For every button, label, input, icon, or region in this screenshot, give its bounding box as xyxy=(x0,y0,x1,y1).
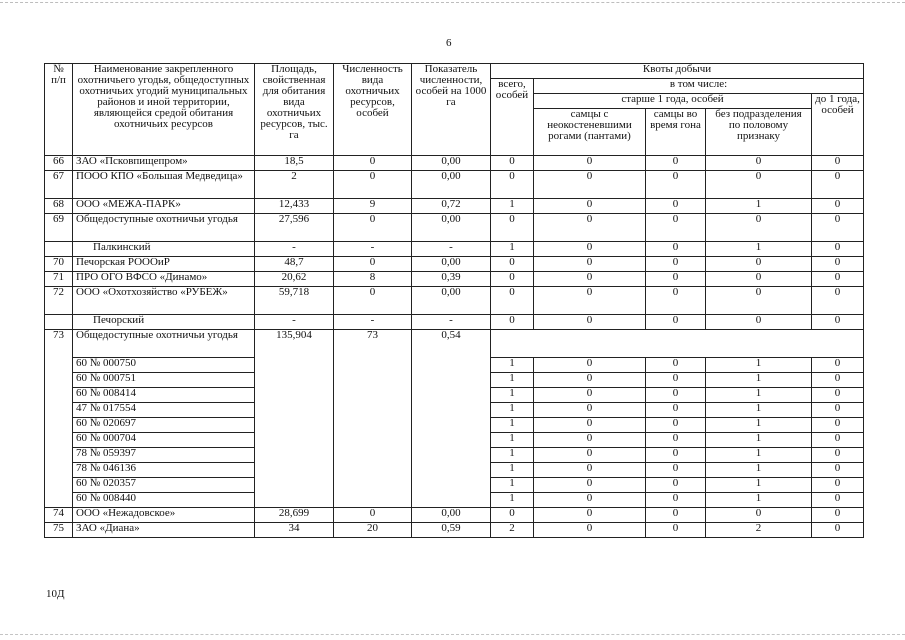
cell-males-antlers: 0 xyxy=(534,388,646,403)
cell-name: ООО «Нежадовское» xyxy=(73,508,255,523)
cell-males-antlers: 0 xyxy=(534,358,646,373)
cell-total: 1 xyxy=(491,199,534,214)
cell-area: 34 xyxy=(255,523,334,538)
cell-count: - xyxy=(334,242,412,257)
cell-under1: 0 xyxy=(812,463,864,478)
cell-under1: 0 xyxy=(812,287,864,315)
cell-area: 18,5 xyxy=(255,156,334,171)
cell-total: 1 xyxy=(491,403,534,418)
cell-males-antlers: 0 xyxy=(534,287,646,315)
header-including: в том числе: xyxy=(534,79,864,94)
cell-name: ЗАО «Псковпищепром» xyxy=(73,156,255,171)
cell-density: 0,00 xyxy=(412,508,491,523)
permit-number: 78 № 059397 xyxy=(73,448,255,463)
header-name: Наименование закрепленного охотничьего угодья, общедоступных охотничьих угодий муниципальных районов и иной территории, являющейся средой обитания охотничьих ресурсов xyxy=(73,64,255,156)
cell-no-sex: 0 xyxy=(706,156,812,171)
district-row xyxy=(45,242,864,257)
cell-area: - xyxy=(255,242,334,257)
cell-males-antlers: 0 xyxy=(534,315,646,330)
cell-under1: 0 xyxy=(812,214,864,242)
cell-name: Общедоступные охотничьи угодья xyxy=(73,214,255,242)
header-quota: Квоты добычи xyxy=(491,64,864,79)
table-row xyxy=(45,272,864,287)
district-row xyxy=(45,315,864,330)
cell-no-sex: 1 xyxy=(706,448,812,463)
cell-under1: 0 xyxy=(812,493,864,508)
header-count: Численность вида охотничьих ресурсов, особей xyxy=(334,64,412,156)
cell-males-rut: 0 xyxy=(646,493,706,508)
cell-count: 0 xyxy=(334,287,412,315)
table-row xyxy=(45,508,864,523)
cell-under1: 0 xyxy=(812,388,864,403)
permit-number: 47 № 017554 xyxy=(73,403,255,418)
cell-males-rut: 0 xyxy=(646,373,706,388)
cell-count: 0 xyxy=(334,508,412,523)
cell-no-sex: 0 xyxy=(706,257,812,272)
cell-total: 1 xyxy=(491,448,534,463)
cell-total: 0 xyxy=(491,171,534,199)
cell-count: 9 xyxy=(334,199,412,214)
cell-num: 72 xyxy=(45,287,73,315)
cell-under1: 0 xyxy=(812,242,864,257)
cell-density: 0,00 xyxy=(412,156,491,171)
cell-males-rut: 0 xyxy=(646,315,706,330)
empty-quota-cell xyxy=(491,330,864,358)
cell-density: 0,00 xyxy=(412,214,491,242)
cell-area: 20,62 xyxy=(255,272,334,287)
cell-no-sex: 0 xyxy=(706,272,812,287)
cell-num: 67 xyxy=(45,171,73,199)
cell-males-rut: 0 xyxy=(646,358,706,373)
cell-males-antlers: 0 xyxy=(534,478,646,493)
cell-name: ПООО КПО «Большая Медведица» xyxy=(73,171,255,199)
cell-males-rut: 0 xyxy=(646,418,706,433)
cell-no-sex: 1 xyxy=(706,373,812,388)
cell-no-sex: 1 xyxy=(706,403,812,418)
cell-density: 0,39 xyxy=(412,272,491,287)
cell-under1: 0 xyxy=(812,272,864,287)
permit-number: 78 № 046136 xyxy=(73,463,255,478)
cell-under1: 0 xyxy=(812,508,864,523)
cell-num: 71 xyxy=(45,272,73,287)
cell-no-sex: 2 xyxy=(706,523,812,538)
cell-name: Печорский xyxy=(73,315,255,330)
cell-no-sex: 0 xyxy=(706,171,812,199)
cell-num: 74 xyxy=(45,508,73,523)
table-row xyxy=(45,257,864,272)
cell-count: 73 xyxy=(334,330,412,508)
cell-no-sex: 0 xyxy=(706,214,812,242)
cell-area: 28,699 xyxy=(255,508,334,523)
cell-name: ЗАО «Диана» xyxy=(73,523,255,538)
permit-number: 60 № 008414 xyxy=(73,388,255,403)
cell-total: 1 xyxy=(491,433,534,448)
cell-under1: 0 xyxy=(812,523,864,538)
cell-num: 66 xyxy=(45,156,73,171)
cell-area: 2 xyxy=(255,171,334,199)
cell-density: 0,00 xyxy=(412,257,491,272)
header-males-rut: самцы во время гона xyxy=(646,109,706,156)
cell-total: 0 xyxy=(491,508,534,523)
header-under1: до 1 года, особей xyxy=(812,94,864,156)
cell-num xyxy=(45,315,73,330)
cell-males-antlers: 0 xyxy=(534,523,646,538)
cell-total: 2 xyxy=(491,523,534,538)
table-row xyxy=(45,199,864,214)
cell-density: 0,00 xyxy=(412,171,491,199)
cell-count: 0 xyxy=(334,214,412,242)
header-no-sex: без подразделения по половому признаку xyxy=(706,109,812,156)
cell-males-antlers: 0 xyxy=(534,418,646,433)
cell-males-antlers: 0 xyxy=(534,214,646,242)
cell-total: 0 xyxy=(491,214,534,242)
cell-name: Общедоступные охотничьи угодья xyxy=(73,330,255,358)
permit-number: 60 № 000751 xyxy=(73,373,255,388)
cell-males-rut: 0 xyxy=(646,287,706,315)
cell-males-rut: 0 xyxy=(646,156,706,171)
cell-count: - xyxy=(334,315,412,330)
cell-no-sex: 0 xyxy=(706,315,812,330)
cell-males-rut: 0 xyxy=(646,463,706,478)
cell-no-sex: 0 xyxy=(706,287,812,315)
cell-count: 8 xyxy=(334,272,412,287)
cell-under1: 0 xyxy=(812,199,864,214)
cell-total: 1 xyxy=(491,463,534,478)
cell-density: 0,54 xyxy=(412,330,491,508)
scan-edge-top xyxy=(0,2,905,3)
cell-males-antlers: 0 xyxy=(534,448,646,463)
cell-num: 75 xyxy=(45,523,73,538)
cell-name: ООО «МЕЖА-ПАРК» xyxy=(73,199,255,214)
cell-no-sex: 1 xyxy=(706,358,812,373)
cell-males-rut: 0 xyxy=(646,199,706,214)
cell-area: 12,433 xyxy=(255,199,334,214)
cell-num: 69 xyxy=(45,214,73,242)
permit-number: 60 № 020357 xyxy=(73,478,255,493)
cell-males-rut: 0 xyxy=(646,214,706,242)
table-row xyxy=(45,523,864,538)
cell-under1: 0 xyxy=(812,418,864,433)
cell-density: 0,59 xyxy=(412,523,491,538)
cell-no-sex: 1 xyxy=(706,433,812,448)
cell-males-rut: 0 xyxy=(646,508,706,523)
header-total: всего, особей xyxy=(491,79,534,156)
page-number: 6 xyxy=(446,37,452,49)
permit-number: 60 № 000704 xyxy=(73,433,255,448)
header-area: Площадь, свойственная для обитания вида охотничьих ресурсов, тыс. га xyxy=(255,64,334,156)
cell-males-rut: 0 xyxy=(646,171,706,199)
cell-males-antlers: 0 xyxy=(534,373,646,388)
header-num: № п/п xyxy=(45,64,73,156)
cell-no-sex: 1 xyxy=(706,388,812,403)
cell-males-rut: 0 xyxy=(646,433,706,448)
cell-under1: 0 xyxy=(812,358,864,373)
cell-total: 0 xyxy=(491,315,534,330)
cell-under1: 0 xyxy=(812,156,864,171)
cell-no-sex: 1 xyxy=(706,242,812,257)
cell-total: 0 xyxy=(491,156,534,171)
cell-males-antlers: 0 xyxy=(534,493,646,508)
footer-code: 10Д xyxy=(46,588,65,600)
cell-area: 48,7 xyxy=(255,257,334,272)
cell-count: 0 xyxy=(334,171,412,199)
cell-no-sex: 1 xyxy=(706,418,812,433)
cell-no-sex: 0 xyxy=(706,508,812,523)
cell-under1: 0 xyxy=(812,403,864,418)
cell-males-rut: 0 xyxy=(646,403,706,418)
table-row xyxy=(45,156,864,171)
cell-males-antlers: 0 xyxy=(534,508,646,523)
cell-males-rut: 0 xyxy=(646,478,706,493)
cell-males-rut: 0 xyxy=(646,257,706,272)
quota-table xyxy=(44,63,864,538)
cell-density: 0,72 xyxy=(412,199,491,214)
cell-area: - xyxy=(255,315,334,330)
cell-under1: 0 xyxy=(812,315,864,330)
cell-num xyxy=(45,242,73,257)
permit-number: 60 № 000750 xyxy=(73,358,255,373)
cell-area: 27,596 xyxy=(255,214,334,242)
cell-no-sex: 1 xyxy=(706,463,812,478)
cell-under1: 0 xyxy=(812,373,864,388)
cell-males-rut: 0 xyxy=(646,388,706,403)
cell-males-antlers: 0 xyxy=(534,433,646,448)
cell-males-rut: 0 xyxy=(646,272,706,287)
cell-no-sex: 1 xyxy=(706,199,812,214)
permit-number: 60 № 020697 xyxy=(73,418,255,433)
cell-males-rut: 0 xyxy=(646,448,706,463)
permit-number: 60 № 008440 xyxy=(73,493,255,508)
cell-males-antlers: 0 xyxy=(534,171,646,199)
cell-num: 73 xyxy=(45,330,73,508)
cell-total: 0 xyxy=(491,257,534,272)
cell-num: 70 xyxy=(45,257,73,272)
cell-total: 1 xyxy=(491,373,534,388)
scan-edge-bottom xyxy=(0,634,905,635)
cell-no-sex: 1 xyxy=(706,493,812,508)
cell-total: 1 xyxy=(491,493,534,508)
cell-under1: 0 xyxy=(812,257,864,272)
cell-total: 1 xyxy=(491,388,534,403)
cell-density: - xyxy=(412,315,491,330)
cell-under1: 0 xyxy=(812,448,864,463)
cell-density: - xyxy=(412,242,491,257)
cell-under1: 0 xyxy=(812,171,864,199)
cell-total: 1 xyxy=(491,478,534,493)
cell-males-antlers: 0 xyxy=(534,272,646,287)
cell-males-antlers: 0 xyxy=(534,257,646,272)
cell-total: 1 xyxy=(491,242,534,257)
table-row xyxy=(45,171,864,199)
cell-total: 0 xyxy=(491,287,534,315)
cell-total: 0 xyxy=(491,272,534,287)
cell-total: 1 xyxy=(491,418,534,433)
table-row xyxy=(45,330,864,358)
cell-males-antlers: 0 xyxy=(534,156,646,171)
header-males-antlers: самцы с неокостеневшими рогами (пантами) xyxy=(534,109,646,156)
cell-males-antlers: 0 xyxy=(534,242,646,257)
cell-num: 68 xyxy=(45,199,73,214)
cell-count: 0 xyxy=(334,156,412,171)
cell-males-rut: 0 xyxy=(646,523,706,538)
cell-count: 20 xyxy=(334,523,412,538)
header-density: Показатель численности, особей на 1000 га xyxy=(412,64,491,156)
cell-no-sex: 1 xyxy=(706,478,812,493)
cell-males-antlers: 0 xyxy=(534,463,646,478)
cell-density: 0,00 xyxy=(412,287,491,315)
cell-count: 0 xyxy=(334,257,412,272)
cell-males-rut: 0 xyxy=(646,242,706,257)
cell-name: Палкинский xyxy=(73,242,255,257)
cell-name: ООО «Охотхозяйство «РУБЕЖ» xyxy=(73,287,255,315)
cell-name: ПРО ОГО ВФСО «Динамо» xyxy=(73,272,255,287)
table-row xyxy=(45,287,864,315)
header-over1: старше 1 года, особей xyxy=(534,94,812,109)
cell-under1: 0 xyxy=(812,478,864,493)
cell-males-antlers: 0 xyxy=(534,403,646,418)
cell-males-antlers: 0 xyxy=(534,199,646,214)
cell-area: 59,718 xyxy=(255,287,334,315)
cell-under1: 0 xyxy=(812,433,864,448)
table-row xyxy=(45,214,864,242)
cell-total: 1 xyxy=(491,358,534,373)
cell-name: Печорская РОООиР xyxy=(73,257,255,272)
cell-area: 135,904 xyxy=(255,330,334,508)
